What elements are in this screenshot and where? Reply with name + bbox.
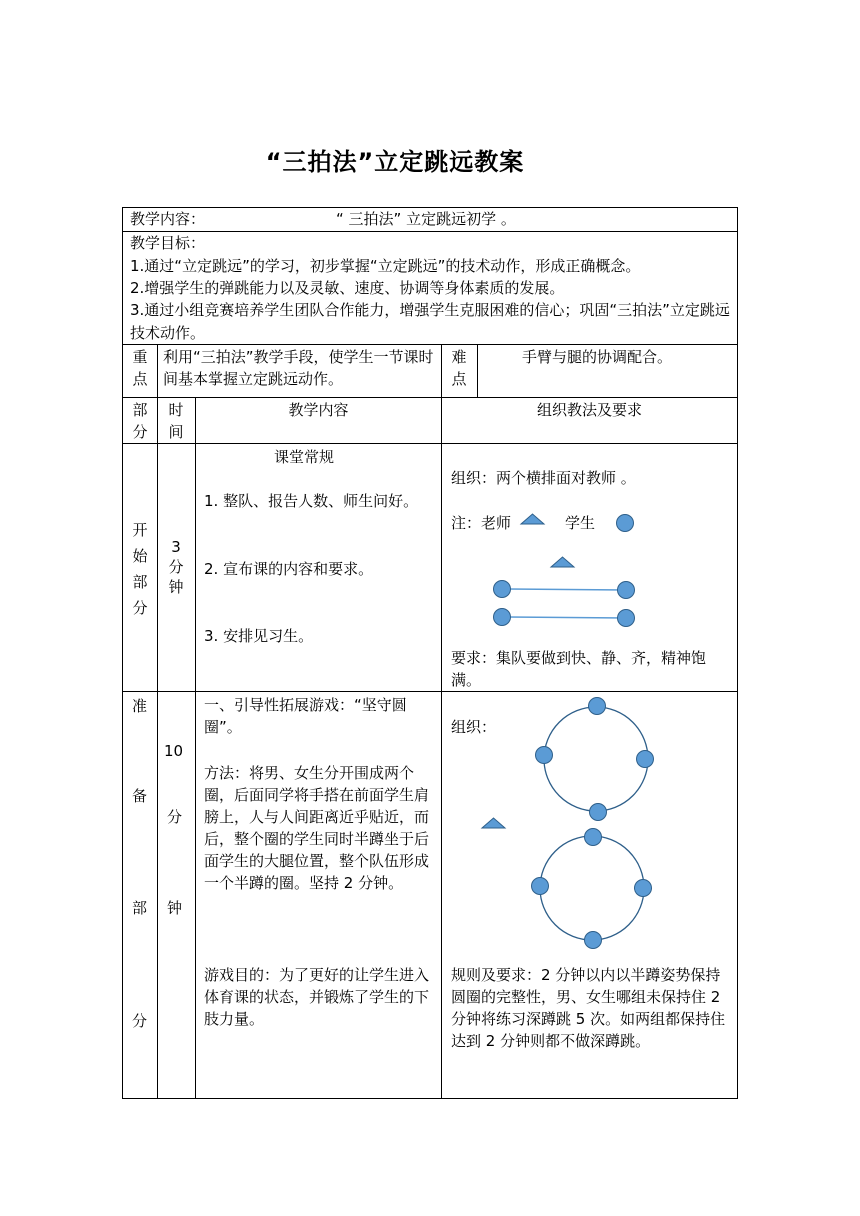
student-circle-icon xyxy=(617,515,634,532)
page-title: “三拍法”立定跳远教案 xyxy=(265,148,525,176)
prep-name-1: 准 xyxy=(132,697,148,715)
teaching-content-value: “ 三拍法” 立定跳远初学 。 xyxy=(336,210,516,228)
student-circle-icon xyxy=(635,880,652,897)
start-requirement: 要求：集队要做到快、静、齐，精神饱满。 xyxy=(451,649,707,689)
objective-1: 1.通过“立定跳远”的学习，初步掌握“立定跳远”的技术动作，形成正确概念。 xyxy=(130,257,641,275)
start-section-name: 开始部分 xyxy=(132,521,148,617)
teacher-triangle-icon xyxy=(521,514,544,524)
student-circle-icon xyxy=(637,751,654,768)
prep-method: 方法：将男、女生分开围成两个圈，后面同学将手搭在前面学生肩膀上，人与人间距离近乎贴近，而后，整个圈的学生同时半蹲坐于后面学生的大腿位置，整个队伍形成一个半蹲的圈。坚持 2 分钟。 xyxy=(204,764,430,892)
prep-name-3: 部 xyxy=(132,899,148,917)
objective-2: 2.增强学生的弹跳能力以及灵敏、速度、协调等身体素质的发展。 xyxy=(130,279,565,297)
start-item-3: 3. 安排见习生。 xyxy=(204,627,314,645)
start-legend-teacher: 注：老师 xyxy=(451,514,512,532)
teacher-triangle-icon xyxy=(482,818,505,828)
student-circle-icon xyxy=(494,609,511,626)
start-org: 组织：两个横排面对教师 。 xyxy=(451,469,636,487)
student-circle-icon xyxy=(532,878,549,895)
objective-3: 3.通过小组竞赛培养学生团队合作能力，增强学生克服困难的信心；巩固“三拍法”立定跳远技术动作。 xyxy=(130,301,730,342)
header-time: 时间 xyxy=(168,401,184,441)
student-circle-icon xyxy=(585,932,602,949)
prep-game-title: 一、引导性拓展游戏：“坚守圆圈”。 xyxy=(204,696,407,736)
start-item-2: 2. 宣布课的内容和要求。 xyxy=(204,560,374,578)
prep-time-1: 10 xyxy=(164,742,184,760)
start-content-title: 课堂常规 xyxy=(274,448,335,466)
header-content: 教学内容 xyxy=(288,401,349,419)
student-circle-icon xyxy=(589,698,606,715)
start-section-time: 3分钟 xyxy=(168,538,184,596)
key-points-value: 利用“三拍法”教学手段，使学生一节课时间基本掌握立定跳远动作。 xyxy=(163,348,434,388)
prep-rules: 规则及要求：2 分钟以内以半蹲姿势保持圆圈的完整性，男、女生哪组未保持住 2 分钟将练习深蹲跳 5 次。如两组都保持住达到 2 分钟则都不做深蹲跳。 xyxy=(451,966,726,1050)
prep-purpose: 游戏目的：为了更好的让学生进入体育课的状态，并锻炼了学生的下肢力量。 xyxy=(204,966,430,1028)
header-section: 部分 xyxy=(132,401,148,441)
prep-time-2: 分 xyxy=(167,808,183,826)
objectives-label: 教学目标： xyxy=(130,234,206,252)
student-circle-icon xyxy=(536,747,553,764)
key-points-label: 重点 xyxy=(132,348,148,388)
prep-name-4: 分 xyxy=(132,1012,148,1030)
student-circle-icon xyxy=(590,804,607,821)
difficulty-value: 手臂与腿的协调配合。 xyxy=(522,348,673,366)
student-circle-icon xyxy=(618,610,635,627)
header-method: 组织教法及要求 xyxy=(536,401,642,419)
teaching-content-label: 教学内容： xyxy=(130,210,206,228)
prep-time-3: 钟 xyxy=(167,899,183,917)
prep-org: 组织： xyxy=(451,718,497,736)
difficulty-label: 难点 xyxy=(451,348,467,388)
start-item-1: 1. 整队、报告人数、师生问好。 xyxy=(204,492,419,510)
teacher-triangle-icon xyxy=(551,557,574,567)
start-legend-student: 学生 xyxy=(565,514,596,532)
student-circle-icon xyxy=(618,582,635,599)
prep-name-2: 备 xyxy=(132,787,148,805)
circle-formation-2 xyxy=(540,836,644,940)
circle-formation-1 xyxy=(544,707,648,811)
student-circle-icon xyxy=(585,829,602,846)
student-circle-icon xyxy=(494,581,511,598)
